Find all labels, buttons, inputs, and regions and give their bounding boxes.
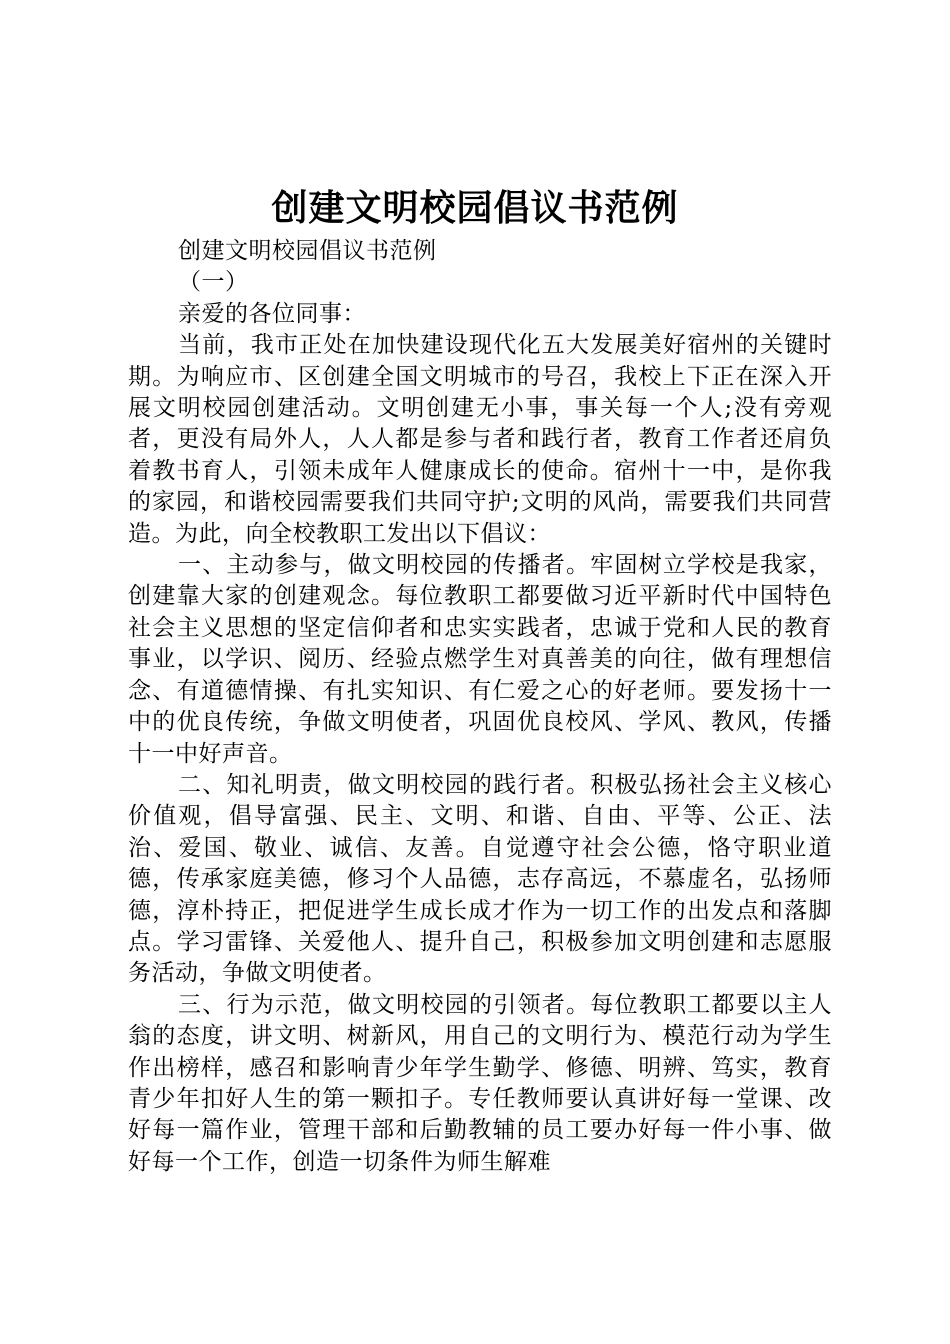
paragraph-initiative-1: 一、主动参与，做文明校园的传播者。牢固树立学校是我家，创建靠大家的创建观念。每位教职工都要做习近平新时代中国特色社会主义思想的坚定信仰者和忠实实践者，忠诚于党和人民的教育事业，以学识、阅历、经验点燃学生对真善美的向往，做有理想信念、有道德情操、有扎实知识、有仁爱之心的好老师。要发扬十一中的优良传统，争做文明使者，巩固优良校风、学风、教风，传播十一中好声音。 (128, 552, 832, 767)
salutation: 亲爱的各位同事： (178, 300, 366, 327)
paragraph-initiative-2: 二、知礼明责，做文明校园的践行者。积极弘扬社会主义核心价值观，倡导富强、民主、文明、和谐、自由、平等、公正、法治、爱国、敬业、诚信、友善。自觉遵守社会公德，恪守职业道德，传承家庭美德，修习个人品德，志存高远，不慕虚名，弘扬师德，淳朴持正，把促进学生成长成才作为一切工作的出发点和落脚点。学习雷锋、关爱他人、提升自己，积极参加文明创建和志愿服务活动，争做文明使者。 (128, 771, 832, 987)
document-subtitle: 创建文明校园倡议书范例 (178, 238, 437, 264)
paragraph-intro: 当前，我市正处在加快建设现代化五大发展美好宿州的关键时期。为响应市、区创建全国文明城市的号召，我校上下正在深入开展文明校园创建活动。文明创建无小事，事关每一个人;没有旁观者，更没有局外人，人人都是参与者和践行者，教育工作者还肩负着教书育人，引领未成年人健康成长的使命。宿州十一中，是你我的家园，和谐校园需要我们共同守护;文明的风尚，需要我们共同营造。为此，向全校教职工发出以下倡议： (128, 332, 832, 547)
paragraph-initiative-3: 三、行为示范，做文明校园的引领者。每位教职工都要以主人翁的态度，讲文明、树新风，用自己的文明行为、模范行动为学生作出榜样，感召和影响青少年学生勤学、修德、明辨、笃实，教育青少年扣好人生的第一颗扣子。专任教师要认真讲好每一堂课、改好每一篇作业，管理干部和后勤教辅的员工要办好每一件小事、做好每一个工作，创造一切条件为师生解难 (128, 991, 832, 1175)
document-title: 创建文明校园倡议书范例 (271, 187, 679, 229)
document-body (128, 236, 832, 1178)
section-number: （一） (178, 269, 249, 296)
